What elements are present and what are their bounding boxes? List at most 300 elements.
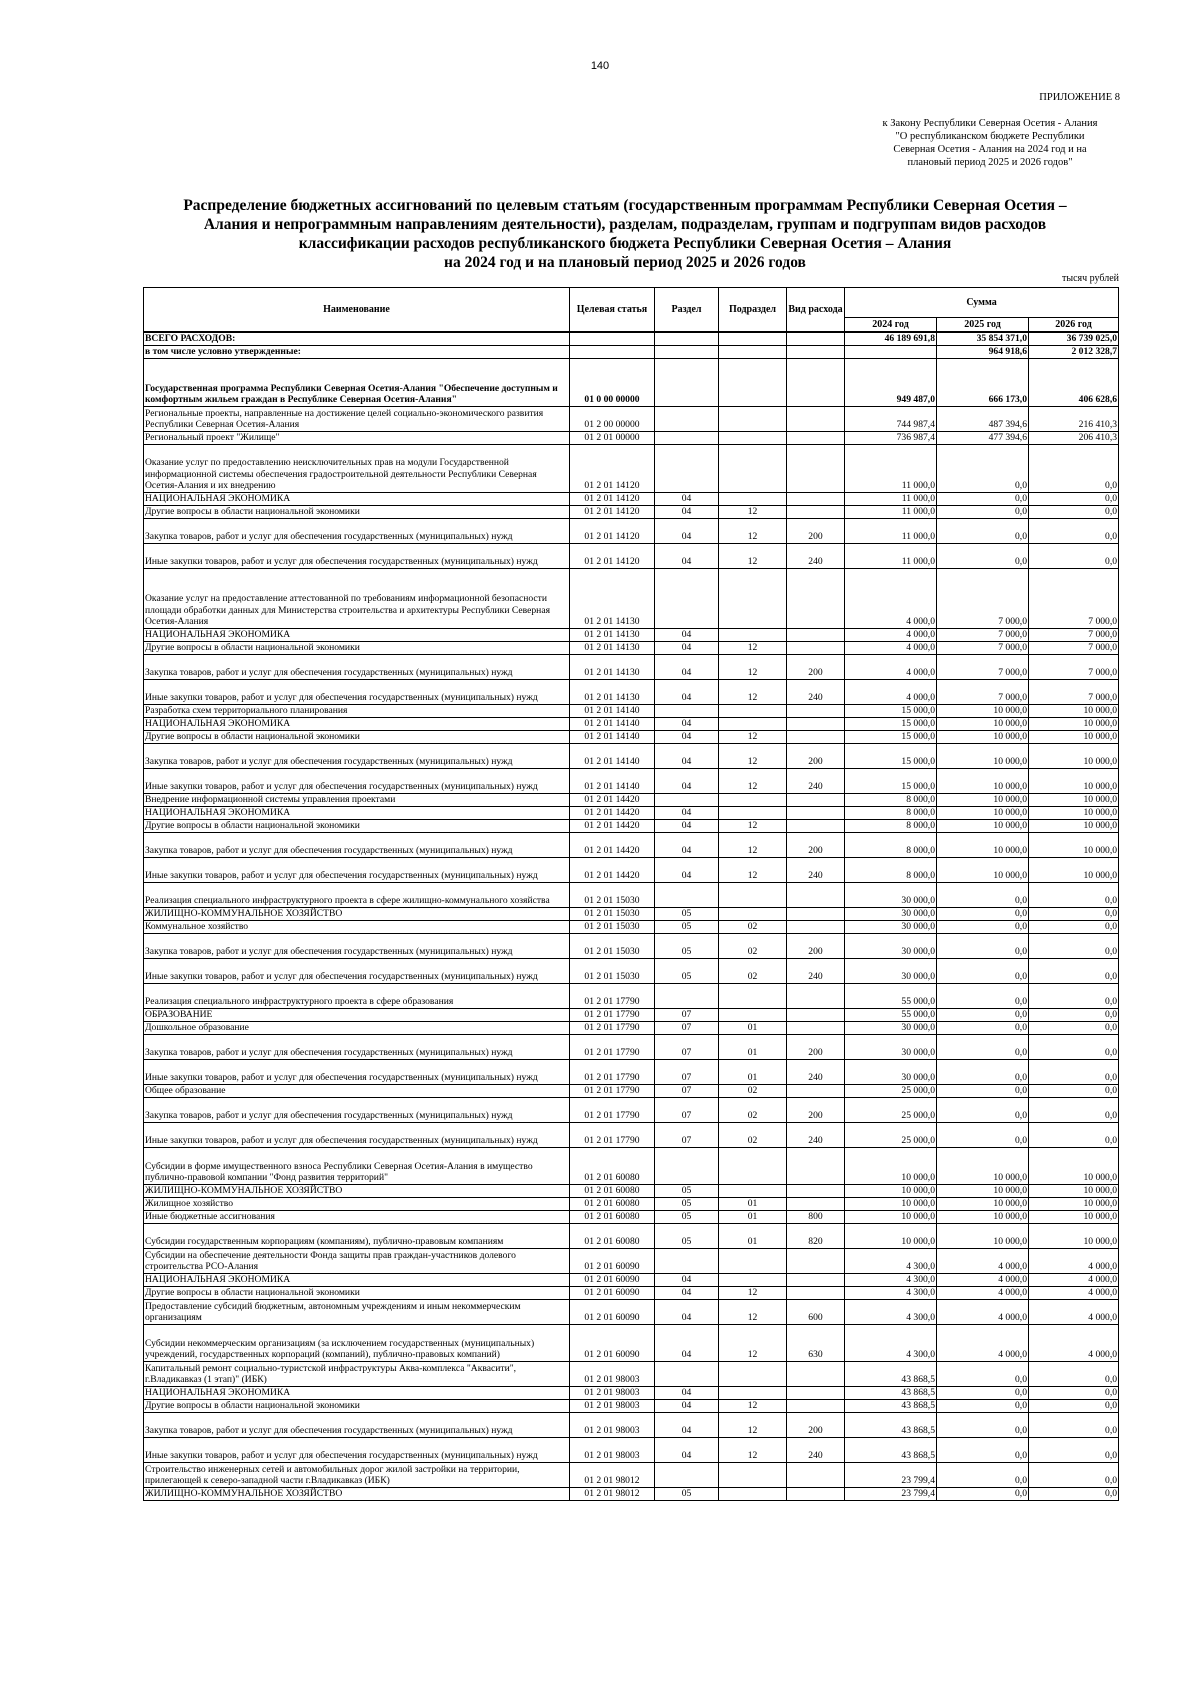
section-cell: 05 (655, 1184, 719, 1197)
sum-2026-cell: 4 000,0 (1029, 1248, 1119, 1273)
subsection-cell: 01 (719, 1021, 787, 1034)
sum-2026-cell: 0,0 (1029, 543, 1119, 568)
sum-2026-cell: 0,0 (1029, 1008, 1119, 1021)
sum-2024-cell: 30 000,0 (845, 1059, 937, 1084)
header-2024: 2024 год (845, 318, 937, 333)
sum-2026-cell: 0,0 (1029, 1021, 1119, 1034)
sum-2024-cell: 46 189 691,8 (845, 332, 937, 345)
kind-cell (787, 628, 845, 641)
sum-2026-cell: 10 000,0 (1029, 1197, 1119, 1210)
table-row (144, 1412, 1119, 1437)
subsection-cell (719, 907, 787, 920)
table-row (144, 1184, 1119, 1197)
title-line: Алания и непрограммным направлениям деятельности), разделам, подразделам, группам и подгруппам видов расходов (203, 216, 1047, 233)
sum-2024-cell: 949 487,0 (845, 358, 937, 406)
section-cell (655, 1248, 719, 1273)
subsection-cell (719, 806, 787, 819)
section-cell (655, 444, 719, 492)
name-cell: Оказание услуг по предоставлению неисключительных прав на модули Государственной информационной системы обеспечения градостроительной деятельности Республики Северная Осетия-Алания и их внедрению (144, 444, 570, 492)
section-cell: 05 (655, 1210, 719, 1223)
sum-2024-cell: 10 000,0 (845, 1210, 937, 1223)
subsection-cell (719, 1487, 787, 1500)
subsection-cell (719, 1462, 787, 1487)
subsection-cell: 12 (719, 743, 787, 768)
name-cell: Предоставление субсидий бюджетным, автономным учреждениям и иным некоммерческим организациям (144, 1299, 570, 1324)
sum-2026-cell: 10 000,0 (1029, 1210, 1119, 1223)
sum-2025-cell: 10 000,0 (937, 1210, 1029, 1223)
kind-cell (787, 1147, 845, 1184)
section-cell: 04 (655, 717, 719, 730)
sum-2025-cell: 0,0 (937, 1462, 1029, 1487)
subsection-cell (719, 1184, 787, 1197)
target-cell: 01 2 01 14420 (570, 857, 655, 882)
subsection-cell (719, 704, 787, 717)
sum-2026-cell: 10 000,0 (1029, 717, 1119, 730)
table-row (144, 1034, 1119, 1059)
target-cell: 01 2 01 14140 (570, 730, 655, 743)
name-cell: Закупка товаров, работ и услуг для обеспечения государственных (муниципальных) нужд (144, 1412, 570, 1437)
kind-cell (787, 793, 845, 806)
section-cell: 04 (655, 641, 719, 654)
table-row (144, 857, 1119, 882)
target-cell: 01 2 01 60090 (570, 1273, 655, 1286)
kind-cell: 240 (787, 1437, 845, 1462)
sum-2024-cell: 15 000,0 (845, 704, 937, 717)
sum-2025-cell: 0,0 (937, 933, 1029, 958)
appendix-line: "О республиканском бюджете Республики (895, 131, 1085, 142)
table-row (144, 1437, 1119, 1462)
subsection-cell: 12 (719, 654, 787, 679)
sum-2025-cell: 10 000,0 (937, 768, 1029, 793)
target-cell: 01 2 01 98003 (570, 1412, 655, 1437)
table-row (144, 1084, 1119, 1097)
sum-2024-cell: 15 000,0 (845, 768, 937, 793)
subsection-cell: 01 (719, 1059, 787, 1084)
subsection-cell (719, 332, 787, 345)
sum-2025-cell: 4 000,0 (937, 1324, 1029, 1361)
header-name: Наименование (144, 288, 570, 333)
kind-cell: 200 (787, 518, 845, 543)
sum-2025-cell: 0,0 (937, 1008, 1029, 1021)
name-cell: Закупка товаров, работ и услуг для обеспечения государственных (муниципальных) нужд (144, 832, 570, 857)
subsection-cell (719, 358, 787, 406)
name-cell: Закупка товаров, работ и услуг для обеспечения государственных (муниципальных) нужд (144, 518, 570, 543)
kind-cell: 630 (787, 1324, 845, 1361)
table-row (144, 933, 1119, 958)
section-cell: 04 (655, 1386, 719, 1399)
sum-2024-cell: 10 000,0 (845, 1147, 937, 1184)
kind-cell: 200 (787, 933, 845, 958)
target-cell: 01 2 01 60090 (570, 1324, 655, 1361)
subsection-cell: 12 (719, 641, 787, 654)
sum-2025-cell: 10 000,0 (937, 819, 1029, 832)
subsection-cell (719, 431, 787, 444)
document-title (145, 196, 1105, 272)
name-cell: Коммунальное хозяйство (144, 920, 570, 933)
table-row (144, 1223, 1119, 1248)
sum-2026-cell: 0,0 (1029, 1084, 1119, 1097)
sum-2025-cell: 10 000,0 (937, 1147, 1029, 1184)
sum-2026-cell: 10 000,0 (1029, 806, 1119, 819)
sum-2026-cell: 0,0 (1029, 518, 1119, 543)
sum-2024-cell: 10 000,0 (845, 1197, 937, 1210)
subsection-cell: 12 (719, 857, 787, 882)
name-cell: НАЦИОНАЛЬНАЯ ЭКОНОМИКА (144, 1273, 570, 1286)
target-cell: 01 2 01 14130 (570, 568, 655, 628)
table-row (144, 1386, 1119, 1399)
subsection-cell: 02 (719, 1084, 787, 1097)
target-cell: 01 2 01 17790 (570, 1122, 655, 1147)
sum-2025-cell: 10 000,0 (937, 743, 1029, 768)
subsection-cell: 02 (719, 920, 787, 933)
sum-2026-cell: 0,0 (1029, 882, 1119, 907)
sum-2024-cell (845, 345, 937, 358)
section-cell: 04 (655, 518, 719, 543)
title-line: классификации расходов республиканского бюджета Республики Северная Осетия – Алания (298, 235, 952, 252)
kind-cell (787, 1286, 845, 1299)
name-cell: ЖИЛИЩНО-КОММУНАЛЬНОЕ ХОЗЯЙСТВО (144, 1487, 570, 1500)
section-cell (655, 431, 719, 444)
target-cell: 01 2 01 14120 (570, 518, 655, 543)
sum-2026-cell: 4 000,0 (1029, 1286, 1119, 1299)
subsection-cell: 12 (719, 768, 787, 793)
table-row (144, 406, 1119, 431)
table-row (144, 882, 1119, 907)
target-cell: 01 2 01 60090 (570, 1248, 655, 1273)
name-cell: НАЦИОНАЛЬНАЯ ЭКОНОМИКА (144, 1386, 570, 1399)
sum-2026-cell: 7 000,0 (1029, 679, 1119, 704)
target-cell: 01 2 01 14140 (570, 768, 655, 793)
target-cell: 01 2 01 98003 (570, 1386, 655, 1399)
sum-2026-cell: 0,0 (1029, 1097, 1119, 1122)
sum-2024-cell: 11 000,0 (845, 543, 937, 568)
name-cell: Иные закупки товаров, работ и услуг для обеспечения государственных (муниципальных) нужд (144, 1437, 570, 1462)
section-cell (655, 983, 719, 1008)
sum-2026-cell: 0,0 (1029, 505, 1119, 518)
subsection-cell: 12 (719, 1412, 787, 1437)
section-cell (655, 568, 719, 628)
section-cell: 07 (655, 1008, 719, 1021)
subsection-cell (719, 492, 787, 505)
table-row (144, 543, 1119, 568)
sum-2025-cell: 0,0 (937, 444, 1029, 492)
subsection-cell: 02 (719, 933, 787, 958)
table-row (144, 1097, 1119, 1122)
sum-2024-cell: 30 000,0 (845, 1021, 937, 1034)
kind-cell (787, 431, 845, 444)
sum-2026-cell: 10 000,0 (1029, 1184, 1119, 1197)
target-cell: 01 2 01 98003 (570, 1437, 655, 1462)
section-cell: 07 (655, 1034, 719, 1059)
sum-2026-cell: 0,0 (1029, 933, 1119, 958)
sum-2026-cell: 10 000,0 (1029, 743, 1119, 768)
name-cell: Другие вопросы в области национальной экономики (144, 819, 570, 832)
name-cell: Закупка товаров, работ и услуг для обеспечения государственных (муниципальных) нужд (144, 1097, 570, 1122)
sum-2025-cell: 0,0 (937, 1399, 1029, 1412)
name-cell: Иные закупки товаров, работ и услуг для обеспечения государственных (муниципальных) нужд (144, 958, 570, 983)
name-cell: Другие вопросы в области национальной экономики (144, 730, 570, 743)
name-cell: Строительство инженерных сетей и автомобильных дорог жилой застройки на территории, прилегающей к северо-западной части г.Владикавказ (ИБК) (144, 1462, 570, 1487)
name-cell: Иные закупки товаров, работ и услуг для обеспечения государственных (муниципальных) нужд (144, 543, 570, 568)
target-cell: 01 2 01 14120 (570, 444, 655, 492)
sum-2025-cell: 0,0 (937, 1487, 1029, 1500)
subsection-cell: 01 (719, 1210, 787, 1223)
sum-2024-cell: 25 000,0 (845, 1097, 937, 1122)
target-cell: 01 2 01 60090 (570, 1299, 655, 1324)
name-cell: Государственная программа Республики Северная Осетия-Алания "Обеспечение доступным и комфортным жильем граждан в Республике Северная Осетия-Алания" (144, 358, 570, 406)
table-row (144, 1122, 1119, 1147)
section-cell (655, 332, 719, 345)
target-cell: 01 2 01 60080 (570, 1197, 655, 1210)
subsection-cell: 12 (719, 819, 787, 832)
sum-2025-cell: 477 394,6 (937, 431, 1029, 444)
target-cell: 01 2 01 60080 (570, 1210, 655, 1223)
table-row (144, 628, 1119, 641)
sum-2025-cell: 4 000,0 (937, 1299, 1029, 1324)
section-cell (655, 1462, 719, 1487)
sum-2026-cell: 0,0 (1029, 492, 1119, 505)
sum-2024-cell: 8 000,0 (845, 793, 937, 806)
kind-cell: 200 (787, 1034, 845, 1059)
sum-2025-cell: 0,0 (937, 958, 1029, 983)
name-cell: Иные закупки товаров, работ и услуг для обеспечения государственных (муниципальных) нужд (144, 768, 570, 793)
target-cell: 01 2 01 00000 (570, 431, 655, 444)
name-cell: Иные закупки товаров, работ и услуг для обеспечения государственных (муниципальных) нужд (144, 1059, 570, 1084)
sum-2024-cell: 8 000,0 (845, 832, 937, 857)
table-row (144, 1273, 1119, 1286)
table-row (144, 1399, 1119, 1412)
kind-cell (787, 1386, 845, 1399)
sum-2026-cell: 10 000,0 (1029, 1223, 1119, 1248)
subsection-cell (719, 1147, 787, 1184)
subsection-cell: 02 (719, 1122, 787, 1147)
kind-cell (787, 907, 845, 920)
kind-cell (787, 920, 845, 933)
sum-2025-cell: 0,0 (937, 1386, 1029, 1399)
sum-2024-cell: 11 000,0 (845, 492, 937, 505)
target-cell (570, 332, 655, 345)
sum-2025-cell: 4 000,0 (937, 1273, 1029, 1286)
sum-2025-cell: 10 000,0 (937, 832, 1029, 857)
subsection-cell (719, 568, 787, 628)
sum-2024-cell: 4 300,0 (845, 1324, 937, 1361)
kind-cell (787, 730, 845, 743)
section-cell: 04 (655, 679, 719, 704)
section-cell: 04 (655, 1412, 719, 1437)
sum-2025-cell: 0,0 (937, 1122, 1029, 1147)
name-cell: Иные бюджетные ассигнования (144, 1210, 570, 1223)
table-row (144, 920, 1119, 933)
appendix-reference (860, 117, 1120, 169)
table-row (144, 1462, 1119, 1487)
name-cell: Закупка товаров, работ и услуг для обеспечения государственных (муниципальных) нужд (144, 743, 570, 768)
section-cell: 07 (655, 1084, 719, 1097)
sum-2024-cell: 4 000,0 (845, 641, 937, 654)
target-cell: 01 2 01 14140 (570, 717, 655, 730)
sum-2026-cell: 0,0 (1029, 958, 1119, 983)
section-cell: 04 (655, 1273, 719, 1286)
kind-cell: 240 (787, 857, 845, 882)
subsection-cell: 12 (719, 679, 787, 704)
sum-2026-cell: 0,0 (1029, 1122, 1119, 1147)
kind-cell: 240 (787, 543, 845, 568)
sum-2026-cell: 10 000,0 (1029, 857, 1119, 882)
section-cell (655, 882, 719, 907)
sum-2024-cell: 43 868,5 (845, 1361, 937, 1386)
sum-2026-cell: 10 000,0 (1029, 768, 1119, 793)
subsection-cell: 12 (719, 832, 787, 857)
kind-cell (787, 332, 845, 345)
sum-2025-cell: 0,0 (937, 1412, 1029, 1437)
section-cell (655, 1361, 719, 1386)
subsection-cell (719, 983, 787, 1008)
table-row (144, 444, 1119, 492)
section-cell: 04 (655, 1299, 719, 1324)
sum-2024-cell: 15 000,0 (845, 730, 937, 743)
target-cell: 01 2 01 14120 (570, 492, 655, 505)
sum-2024-cell: 4 000,0 (845, 654, 937, 679)
sum-2025-cell: 10 000,0 (937, 857, 1029, 882)
target-cell: 01 2 01 17790 (570, 1084, 655, 1097)
appendix-line: плановый период 2025 и 2026 годов" (907, 157, 1073, 168)
kind-cell: 820 (787, 1223, 845, 1248)
sum-2024-cell: 43 868,5 (845, 1412, 937, 1437)
target-cell: 01 2 01 98012 (570, 1487, 655, 1500)
section-cell: 04 (655, 806, 719, 819)
target-cell: 01 2 01 15030 (570, 920, 655, 933)
kind-cell: 200 (787, 1412, 845, 1437)
kind-cell (787, 1184, 845, 1197)
table-row (144, 492, 1119, 505)
header-kind: Вид расхода (787, 288, 845, 333)
kind-cell: 800 (787, 1210, 845, 1223)
kind-cell (787, 358, 845, 406)
name-cell: Внедрение информационной системы управления проектами (144, 793, 570, 806)
table-row (144, 345, 1119, 358)
sum-2024-cell: 10 000,0 (845, 1184, 937, 1197)
target-cell: 01 2 01 14420 (570, 832, 655, 857)
section-cell: 04 (655, 1437, 719, 1462)
name-cell: Иные закупки товаров, работ и услуг для обеспечения государственных (муниципальных) нужд (144, 1122, 570, 1147)
name-cell: Другие вопросы в области национальной экономики (144, 1286, 570, 1299)
sum-2026-cell: 0,0 (1029, 1034, 1119, 1059)
section-cell (655, 1147, 719, 1184)
section-cell: 04 (655, 743, 719, 768)
name-cell: НАЦИОНАЛЬНАЯ ЭКОНОМИКА (144, 717, 570, 730)
sum-2024-cell: 30 000,0 (845, 882, 937, 907)
sum-2026-cell: 7 000,0 (1029, 568, 1119, 628)
target-cell: 01 2 01 14120 (570, 505, 655, 518)
subsection-cell: 12 (719, 505, 787, 518)
sum-2025-cell: 7 000,0 (937, 679, 1029, 704)
kind-cell: 200 (787, 654, 845, 679)
table-row (144, 730, 1119, 743)
section-cell: 05 (655, 958, 719, 983)
sum-2025-cell: 10 000,0 (937, 704, 1029, 717)
sum-2024-cell: 8 000,0 (845, 806, 937, 819)
table-row (144, 743, 1119, 768)
name-cell: ОБРАЗОВАНИЕ (144, 1008, 570, 1021)
sum-2024-cell: 23 799,4 (845, 1487, 937, 1500)
sum-2025-cell: 10 000,0 (937, 730, 1029, 743)
sum-2026-cell: 0,0 (1029, 1361, 1119, 1386)
kind-cell (787, 1462, 845, 1487)
sum-2025-cell: 0,0 (937, 1097, 1029, 1122)
sum-2024-cell: 8 000,0 (845, 819, 937, 832)
subsection-cell: 01 (719, 1197, 787, 1210)
target-cell: 01 2 01 14130 (570, 679, 655, 704)
subsection-cell: 12 (719, 518, 787, 543)
table-header-row (144, 288, 1119, 318)
sum-2024-cell: 4 300,0 (845, 1273, 937, 1286)
target-cell: 01 2 01 60080 (570, 1147, 655, 1184)
sum-2025-cell: 7 000,0 (937, 628, 1029, 641)
title-line: на 2024 год и на плановый период 2025 и 2026 годов (444, 254, 806, 271)
sum-2025-cell: 964 918,6 (937, 345, 1029, 358)
target-cell: 01 2 01 14420 (570, 793, 655, 806)
subsection-cell: 02 (719, 958, 787, 983)
sum-2024-cell: 4 000,0 (845, 568, 937, 628)
kind-cell (787, 1021, 845, 1034)
header-target: Целевая статья (570, 288, 655, 333)
sum-2026-cell: 10 000,0 (1029, 832, 1119, 857)
sum-2026-cell: 216 410,3 (1029, 406, 1119, 431)
sum-2025-cell: 0,0 (937, 1361, 1029, 1386)
section-cell (655, 358, 719, 406)
target-cell: 01 2 01 14140 (570, 743, 655, 768)
sum-2024-cell: 43 868,5 (845, 1399, 937, 1412)
subsection-cell (719, 1361, 787, 1386)
sum-2025-cell: 0,0 (937, 907, 1029, 920)
section-cell: 05 (655, 920, 719, 933)
sum-2025-cell: 35 854 371,0 (937, 332, 1029, 345)
kind-cell (787, 983, 845, 1008)
target-cell: 01 2 01 60080 (570, 1223, 655, 1248)
target-cell: 01 2 01 17790 (570, 1008, 655, 1021)
kind-cell (787, 1273, 845, 1286)
kind-cell (787, 819, 845, 832)
sum-2026-cell: 7 000,0 (1029, 628, 1119, 641)
subsection-cell (719, 1386, 787, 1399)
sum-2026-cell: 4 000,0 (1029, 1273, 1119, 1286)
table-row (144, 654, 1119, 679)
kind-cell (787, 806, 845, 819)
subsection-cell (719, 345, 787, 358)
sum-2026-cell: 4 000,0 (1029, 1324, 1119, 1361)
kind-cell: 200 (787, 1097, 845, 1122)
table-row (144, 518, 1119, 543)
name-cell: Закупка товаров, работ и услуг для обеспечения государственных (муниципальных) нужд (144, 654, 570, 679)
name-cell: Другие вопросы в области национальной экономики (144, 505, 570, 518)
target-cell: 01 2 01 17790 (570, 1097, 655, 1122)
target-cell: 01 2 01 14130 (570, 628, 655, 641)
target-cell: 01 2 01 14130 (570, 641, 655, 654)
table-row (144, 832, 1119, 857)
sum-2026-cell: 0,0 (1029, 1386, 1119, 1399)
name-cell: Иные закупки товаров, работ и услуг для обеспечения государственных (муниципальных) нужд (144, 857, 570, 882)
target-cell: 01 0 00 00000 (570, 358, 655, 406)
table-row (144, 679, 1119, 704)
name-cell: Оказание услуг на предоставление аттестованной по требованиям информационной безопасности площади обработки данных для Министерства строительства и архитектуры Республики Северная Осетия-Алания (144, 568, 570, 628)
subsection-cell: 12 (719, 730, 787, 743)
kind-cell: 200 (787, 832, 845, 857)
target-cell: 01 2 01 14120 (570, 543, 655, 568)
sum-2024-cell: 25 000,0 (845, 1084, 937, 1097)
name-cell: Другие вопросы в области национальной экономики (144, 1399, 570, 1412)
target-cell: 01 2 01 14420 (570, 806, 655, 819)
sum-2024-cell: 30 000,0 (845, 907, 937, 920)
sum-2026-cell: 10 000,0 (1029, 793, 1119, 806)
